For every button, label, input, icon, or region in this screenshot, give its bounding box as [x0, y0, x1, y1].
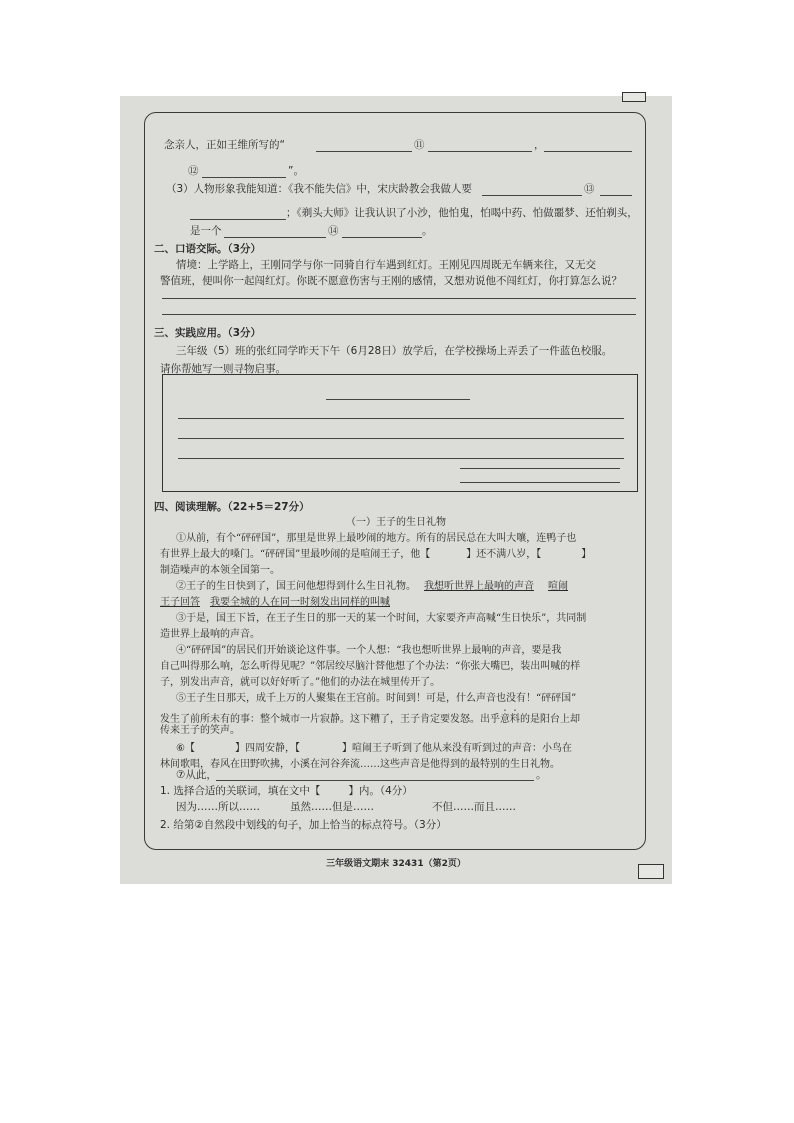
blank-number-11: ⑪ [414, 139, 425, 151]
blank-line [316, 151, 412, 152]
story-p6-l1: ⑥【 】四周安静，【 】喧闹王子听到了他从来没有听到过的声音：小鸟在 [176, 743, 572, 754]
question-2: 2. 给第②自然段中划线的句子，加上恰当的标点符号。（3分） [160, 819, 447, 831]
page-footer: 三年级语文期末 32431（第2页） [326, 859, 466, 869]
option-2: 虽然……但是…… [290, 801, 374, 813]
story-p3-l1: ③于是，国王下旨，在王子生日的那一天的某一个时间，大家要齐声高喊“生日快乐”，共同制 [176, 613, 587, 624]
story-p6-l2: 林间歌唱，春风在田野吹拂，小溪在河谷奔流……这些声音是他得到的最特别的生日礼物。 [160, 759, 560, 770]
corner-box-top [622, 92, 646, 102]
story-p1-l2: 有世界上最大的嗓门。“砰砰国”里最吵闹的是喧闹王子，他【 】还不满八岁，【 】 [160, 549, 592, 560]
option-1: 因为……所以…… [176, 801, 260, 813]
section-3-title: 三、实践应用。（3分） [154, 327, 262, 339]
notice-signature-line[interactable] [460, 468, 620, 469]
notice-line[interactable] [178, 438, 624, 439]
story-title: （一）王子的生日礼物 [346, 517, 446, 528]
blank-number-13: ⑬ [584, 183, 595, 195]
notice-line[interactable] [178, 458, 624, 459]
story-p5-l1: ⑤王子生日那天，成千上万的人聚集在王宫前。时间到！可是，什么声音也没有！“砰砰国” [176, 693, 577, 704]
answer-line[interactable] [162, 314, 636, 315]
section-4-title: 四、阅读理解。（22+5＝27分） [154, 501, 310, 513]
story-p4-l1: ④“砰砰国”的居民们开始谈论这件事。一个人想：“我也想听世界上最响的声音，要是我 [176, 645, 562, 656]
story-p2-l1: ②王子的生日快到了，国王问他想得到什么生日礼物。 我想听世界上最响的声音 喧闹 [176, 581, 568, 592]
blank-line [202, 177, 286, 178]
top-line-1: 念亲人，正如王维所写的“ [164, 139, 285, 151]
exam-page-photo [120, 96, 672, 884]
period: 。 [422, 225, 433, 237]
blank-line [544, 151, 632, 152]
notice-line[interactable] [178, 418, 624, 419]
notice-date-line[interactable] [460, 482, 620, 483]
section-2-line-2: 警值班，便叫你一起闯红灯。你既不愿意伤害与王刚的感情，又想劝说他不闯红灯，你打算怎么说？ [160, 275, 622, 287]
blank-line [482, 195, 582, 196]
story-p7-end: 。 [536, 769, 547, 781]
blank-line [342, 237, 422, 238]
answer-line[interactable] [216, 780, 534, 781]
notice-title-line[interactable] [326, 399, 470, 400]
option-3: 不但……而且…… [432, 801, 516, 813]
section-3-line-2: 请你帮她写一则寻物启事。 [160, 363, 286, 375]
q3-line-3: 是一个 [190, 225, 222, 237]
blank-line [428, 151, 532, 152]
story-p5-l2: 发生了前所未有的事：整个城市一片寂静。这下糟了，王子肯定要发怒。出乎意料的是阳台上却 [160, 714, 580, 725]
section-3-line-1: 三年级（5）班的张红同学昨天下午（6月28日）放学后，在学校操场上弄丢了一件蓝色校服。 [176, 345, 613, 357]
story-p4-l2: 自己叫得那么响，怎么听得见呢？”邻居绞尽脑汁替他想了个办法：“你张大嘴巴，装出叫喊的样 [160, 661, 581, 672]
story-p5-l3: 传来王子的笑声。 [160, 725, 240, 736]
story-p1-l1: ①从前，有个“砰砰国”，那里是世界上最吵闹的地方。所有的居民总在大叫大嚷，连鸭子也 [176, 533, 577, 544]
story-p7: ⑦从此， [176, 769, 217, 781]
story-p3-l2: 造世界上最响的声音。 [160, 629, 260, 640]
story-p1-l3: 制造噪声的本领全国第一。 [160, 565, 280, 576]
answer-line[interactable] [162, 298, 636, 299]
story-p2-l2: 王子回答 我要全城的人在同一时刻发出同样的叫喊 [160, 597, 390, 608]
quote-end: ”。 [288, 165, 304, 177]
q3-line-1: （3）人物形象我能知道：《我不能失信》中，宋庆龄教会我做人要 [166, 183, 472, 195]
lost-notice-box [162, 374, 638, 492]
q3-line-2: ；《剃头大师》让我认识了小沙，他怕鬼，怕喝中药、怕做噩梦、还怕剃头， [286, 207, 638, 219]
blank-number-12: ⑫ [188, 165, 199, 177]
blank-line [600, 195, 632, 196]
blank-number-14: ⑭ [328, 225, 339, 237]
section-2-title: 二、口语交际。（3分） [154, 243, 262, 255]
blank-line [224, 237, 326, 238]
story-p4-l3: 子，别发出声音，就可以好好听了。”他们的办法在城里传开了。 [160, 677, 441, 688]
blank-line [190, 219, 286, 220]
comma: ， [534, 139, 545, 151]
section-2-line-1: 情境：上学路上，王刚同学与你一同骑自行车遇到红灯。王刚见四周既无车辆来往，又无交 [176, 259, 596, 271]
question-1: 1. 选择合适的关联词，填在文中【 】内。（4分） [160, 785, 413, 797]
